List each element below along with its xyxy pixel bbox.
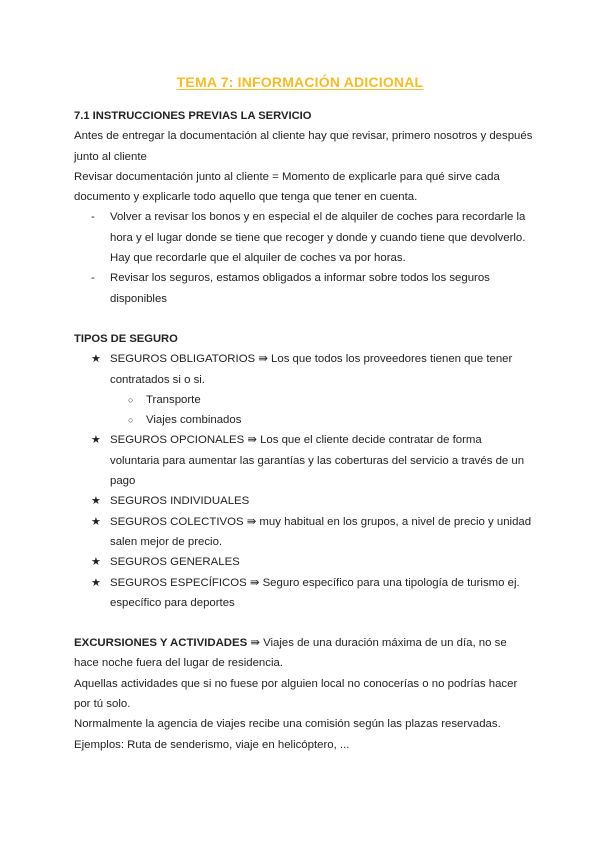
paragraph: Revisar documentación junto al cliente = Momento de explicarle para qué sirve cada documento y explicarle todo aquello que tenga que tener en cuenta. [74, 170, 500, 204]
list-item [74, 552, 534, 572]
list-item-text: SEGUROS ESPECÍFICOS ⇛ Seguro específico para una tipología de turismo ej. específico para deportes [110, 576, 520, 609]
section-heading-instrucciones: 7.1 INSTRUCCIONES PREVIAS LA SERVICIO [74, 110, 312, 122]
sub-list-item-text: Viajes combinados [146, 414, 242, 427]
sub-list [74, 390, 534, 431]
list-item [74, 573, 534, 614]
dash-list [74, 207, 534, 308]
circle-bullet-icon: ○ [128, 394, 134, 405]
list-item [74, 491, 534, 511]
star-list [74, 430, 534, 613]
paragraph-excursiones [74, 633, 534, 674]
circle-bullet-icon: ○ [128, 415, 134, 426]
star-bullet-icon: ★ [91, 353, 101, 366]
section-heading-excursiones: EXCURSIONES Y ACTIVIDADES [74, 637, 248, 650]
paragraph: Aquellas actividades que si no fuese por alguien local no conocerías o no podrías hacer por tú solo. [74, 677, 518, 711]
list-item-text: SEGUROS INDIVIDUALES [110, 495, 250, 508]
list-item: - Volver a revisar los bonos y en especial el de alquiler de coches para recordarle la hora y el lugar donde se tiene que recoger y donde y cuando tiene que devolverlo. Hay que recordarle que el alquiler de coches va por horas. [74, 207, 534, 268]
star-bullet-icon: ★ [91, 515, 101, 528]
star-list [74, 349, 534, 390]
list-item [74, 430, 534, 491]
sub-list-item-text: Transporte [146, 393, 201, 406]
list-item: - Revisar los seguros, estamos obligados a informar sobre todos los seguros disponibles [74, 268, 534, 309]
sub-list-item [74, 410, 534, 430]
list-item [74, 349, 534, 390]
heading-definition: ⇛ Viajes de una duración máxima de un día, no se hace noche fuera del lugar de residencia. [74, 637, 507, 670]
star-bullet-icon: ★ [91, 434, 101, 447]
list-item [74, 512, 534, 553]
list-item-text: SEGUROS GENERALES [110, 556, 240, 569]
sub-list-item [74, 390, 534, 410]
page-title: TEMA 7: INFORMACIÓN ADICIONAL [176, 74, 424, 90]
section-heading-tipos-seguro: TIPOS DE SEGURO [74, 332, 178, 345]
star-bullet-icon: ★ [91, 556, 101, 569]
paragraph: Ejemplos: Ruta de senderismo, viaje en helicóptero, ... [74, 738, 350, 751]
paragraph: Normalmente la agencia de viajes recibe una comisión según las plazas reservadas. [74, 718, 501, 731]
list-item-text: SEGUROS OPCIONALES ⇛ Los que el cliente decide contratar de forma voluntaria para aumentar las garantías y las coberturas del servicio a través de un pago [110, 434, 525, 488]
star-bullet-icon: ★ [91, 576, 101, 589]
list-item-text: SEGUROS COLECTIVOS ⇛ muy habitual en los grupos, a nivel de precio y unidad salen mejor de precio. [110, 515, 532, 548]
star-bullet-icon: ★ [91, 495, 101, 508]
document-body [74, 106, 534, 755]
list-item-text: SEGUROS OBLIGATORIOS ⇛ Los que todos los proveedores tienen que tener contratados si o si. [110, 353, 513, 386]
paragraph: Antes de entregar la documentación al cliente hay que revisar, primero nosotros y después junto al cliente [74, 130, 533, 163]
